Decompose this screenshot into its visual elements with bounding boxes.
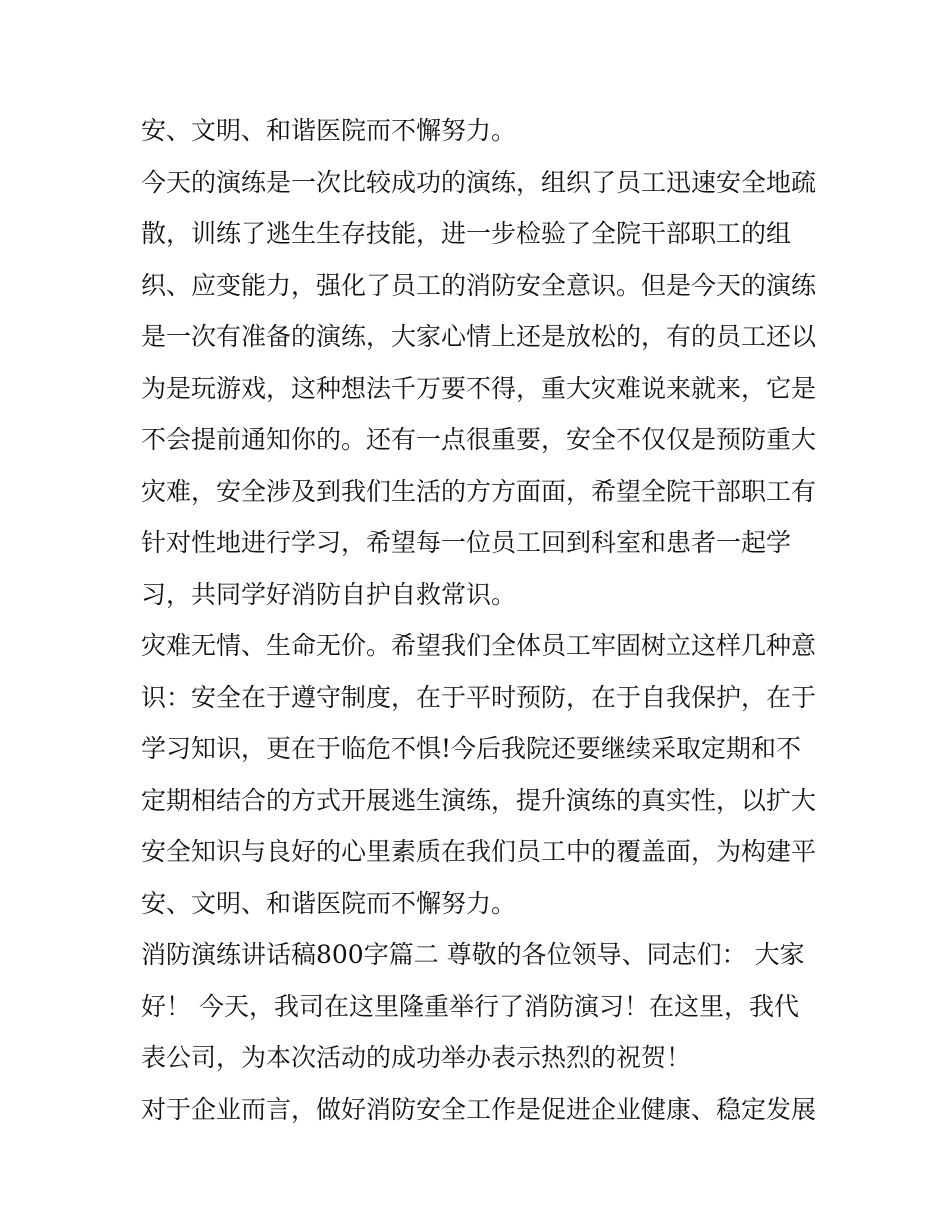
text-line: 灾难，安全涉及到我们生活的方方面面，希望全院干部职工有: [141, 476, 817, 506]
text-line: 识：安全在于遵守制度，在于平时预防，在于自我保护，在于: [141, 682, 817, 712]
text-line: 今天的演练是一次比较成功的演练，组织了员工迅速安全地疏: [141, 167, 817, 197]
text-line: 安全知识与良好的心里素质在我们员工中的覆盖面，为构建平: [141, 837, 817, 866]
text-line: 安、文明、和谐医院而不懈努力。: [141, 116, 517, 145]
body-text: [141, 105, 821, 1135]
text-line: 习，共同学好消防自护自救常识。: [141, 579, 517, 609]
text-line: 针对性地进行学习，希望每一位员工回到科室和患者一起学: [141, 528, 792, 557]
text-line: 散，训练了逃生生存技能，进一步检验了全院干部职工的组: [141, 219, 792, 248]
text-line: 学习知识，更在于临危不惧!今后我院还要继续采取定期和不: [141, 734, 802, 763]
text-line: 表公司，为本次活动的成功举办表示热烈的祝贺！: [141, 1043, 692, 1072]
text-line: 消防演练讲话稿800字篇二 尊敬的各位领导、同志们： 大家: [141, 940, 805, 969]
text-line: 灾难无情、生命无价。希望我们全体员工牢固树立这样几种意: [141, 631, 817, 660]
text-line: 是一次有准备的演练，大家心情上还是放松的，有的员工还以: [141, 322, 817, 351]
text-line: 织、应变能力，强化了员工的消防安全意识。但是今天的演练: [141, 270, 817, 300]
text-line: 为是玩游戏，这种想法千万要不得，重大灾难说来就来，它是: [141, 373, 817, 403]
text-line: 好！ 今天，我司在这里隆重举行了消防演习！在这里，我代: [141, 991, 799, 1021]
text-line: 不会提前通知你的。还有一点很重要，安全不仅仅是预防重大: [141, 425, 817, 454]
text-line: 安、文明、和谐医院而不懈努力。: [141, 888, 517, 918]
text-line: 定期相结合的方式开展逃生演练，提升演练的真实性，以扩大: [141, 785, 817, 815]
text-line: 对于企业而言，做好消防安全工作是促进企业健康、稳定发展: [141, 1094, 817, 1124]
